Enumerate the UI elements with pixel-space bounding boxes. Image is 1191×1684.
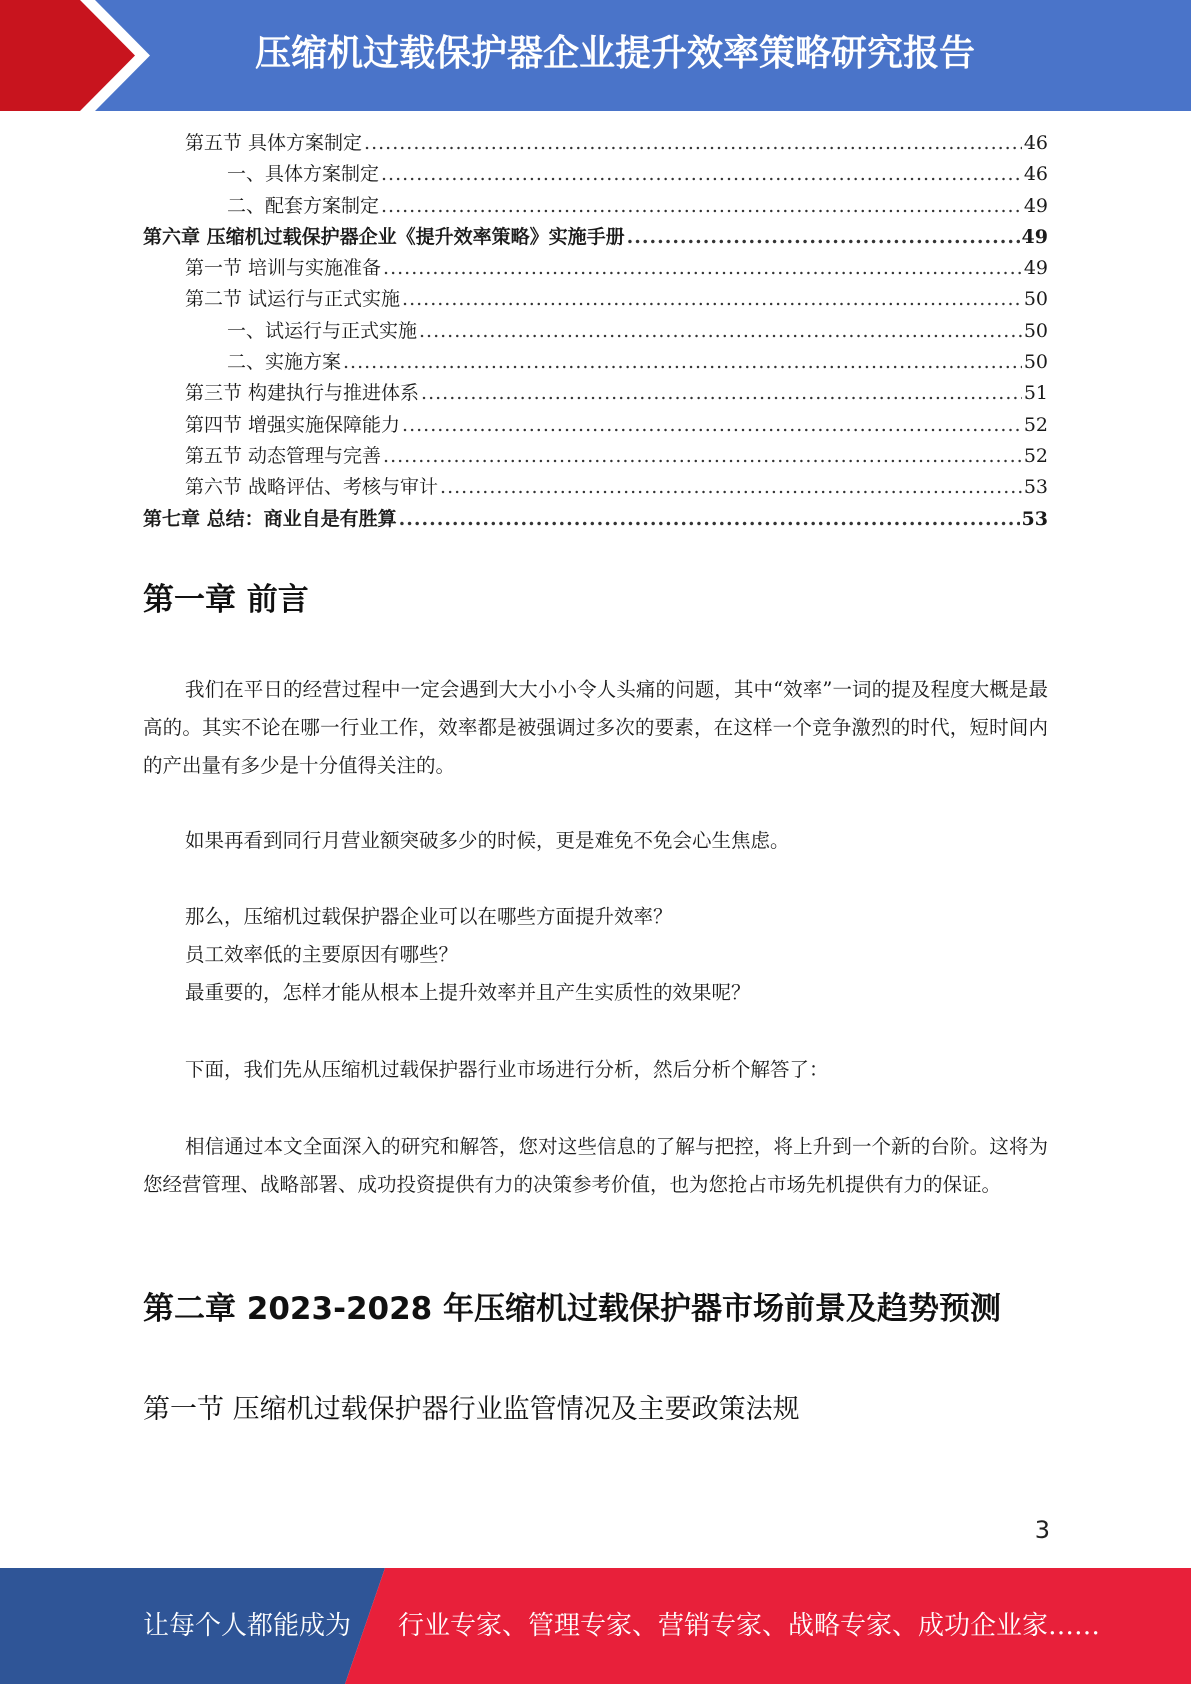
toc-entry-title: 第四节 增强实施保障能力 <box>185 413 401 436</box>
body-question: 那么，压缩机过载保护器企业可以在哪些方面提升效率？ <box>185 905 673 928</box>
toc-entry-page: 49 <box>1023 194 1048 217</box>
toc-entry-title: 第五节 动态管理与完善 <box>185 444 382 467</box>
chevron-arrow-icon <box>0 0 160 111</box>
toc-dot-leader <box>343 351 1022 373</box>
toc-entry-page: 49 <box>1023 257 1048 280</box>
table-of-contents <box>143 128 1048 535</box>
toc-entry[interactable] <box>143 128 1048 159</box>
toc-entry-title: 一、具体方案制定 <box>227 163 380 186</box>
toc-dot-leader <box>364 132 1022 154</box>
toc-entry[interactable] <box>143 472 1048 503</box>
toc-entry-title: 第七章 总结：商业自是有胜算 <box>143 507 397 530</box>
body-paragraph: 相信通过本文全面深入的研究和解答，您对这些信息的了解与把控，将上升到一个新的台阶。这将为您经营管理、战略部署、成功投资提供有力的决策参考价值，也为您抢占市场先机提供有力的保证。 <box>143 1135 1048 1196</box>
footer-slogan-right: 行业专家、管理专家、营销专家、战略专家、成功企业家…… <box>398 1611 1101 1641</box>
toc-entry[interactable] <box>143 378 1048 409</box>
toc-entry[interactable] <box>143 347 1048 378</box>
body-question: 最重要的，怎样才能从根本上提升效率并且产生实质性的效果呢？ <box>185 981 751 1004</box>
footer-banner <box>0 1568 1191 1684</box>
page-number: 3 <box>1034 1516 1050 1544</box>
toc-dot-leader <box>627 226 1020 248</box>
toc-entry[interactable] <box>143 222 1048 253</box>
toc-entry-title: 二、配套方案制定 <box>227 194 380 217</box>
body-paragraph: 我们在平日的经营过程中一定会遇到大大小小令人头痛的问题，其中“效率”一词的提及程度大概是最高的。其实不论在哪一行业工作，效率都是被强调过多次的要素，在这样一个竞争激烈的时代，短时间内的产出量有多少是十分值得关注的。 <box>143 678 1048 777</box>
toc-dot-leader <box>383 445 1022 467</box>
toc-entry[interactable] <box>143 441 1048 472</box>
toc-entry-page: 46 <box>1023 132 1048 154</box>
toc-entry-title: 第六章 压缩机过载保护器企业《提升效率策略》实施手册 <box>143 225 625 248</box>
toc-entry-title: 第六节 战略评估、考核与审计 <box>185 476 439 499</box>
toc-entry-page: 52 <box>1023 413 1048 436</box>
toc-dot-leader <box>399 508 1020 530</box>
toc-entry[interactable] <box>143 284 1048 315</box>
toc-entry-page: 53 <box>1021 507 1048 530</box>
toc-entry-page: 50 <box>1023 351 1048 374</box>
toc-entry[interactable] <box>143 253 1048 284</box>
toc-dot-leader <box>381 195 1022 217</box>
document-title: 压缩机过载保护器企业提升效率策略研究报告 <box>255 33 976 74</box>
toc-entry-page: 46 <box>1023 163 1048 186</box>
toc-entry-page: 51 <box>1023 382 1048 405</box>
toc-entry-title: 一、试运行与正式实施 <box>227 319 418 342</box>
toc-entry-title: 第五节 具体方案制定 <box>185 132 363 154</box>
toc-entry[interactable] <box>143 504 1048 535</box>
toc-entry-page: 50 <box>1023 288 1048 311</box>
toc-dot-leader <box>383 257 1022 279</box>
section-heading: 第一节 压缩机过载保护器行业监管情况及主要政策法规 <box>143 1394 800 1425</box>
toc-entry-page: 50 <box>1023 319 1048 342</box>
toc-dot-leader <box>421 382 1022 404</box>
body-paragraph: 如果再看到同行月营业额突破多少的时候，更是难免不免会心生焦虑。 <box>185 829 790 852</box>
body-paragraph: 下面，我们先从压缩机过载保护器行业市场进行分析，然后分析个解答了： <box>185 1058 829 1081</box>
footer-slogan-left: 让每个人都能成为 <box>143 1611 352 1641</box>
header-banner <box>0 0 1191 111</box>
body-question: 员工效率低的主要原因有哪些？ <box>185 943 459 966</box>
chapter-heading: 第一章 前言 <box>143 582 309 618</box>
toc-entry[interactable] <box>143 191 1048 222</box>
toc-dot-leader <box>440 476 1022 498</box>
toc-entry-title: 第一节 培训与实施准备 <box>185 257 382 280</box>
toc-dot-leader <box>419 320 1022 342</box>
toc-entry-title: 二、实施方案 <box>227 351 342 374</box>
toc-entry-page: 53 <box>1023 476 1048 499</box>
toc-entry[interactable] <box>143 316 1048 347</box>
toc-entry[interactable] <box>143 159 1048 190</box>
toc-dot-leader <box>402 414 1022 436</box>
toc-entry-title: 第二节 试运行与正式实施 <box>185 288 401 311</box>
toc-entry-page: 49 <box>1021 225 1048 248</box>
toc-entry[interactable] <box>143 410 1048 441</box>
toc-dot-leader <box>381 163 1022 185</box>
chapter-heading: 第二章 2023-2028 年压缩机过载保护器市场前景及趋势预测 <box>143 1291 1002 1327</box>
toc-entry-page: 52 <box>1023 444 1048 467</box>
toc-dot-leader <box>402 288 1022 310</box>
toc-entry-title: 第三节 构建执行与推进体系 <box>185 382 420 405</box>
